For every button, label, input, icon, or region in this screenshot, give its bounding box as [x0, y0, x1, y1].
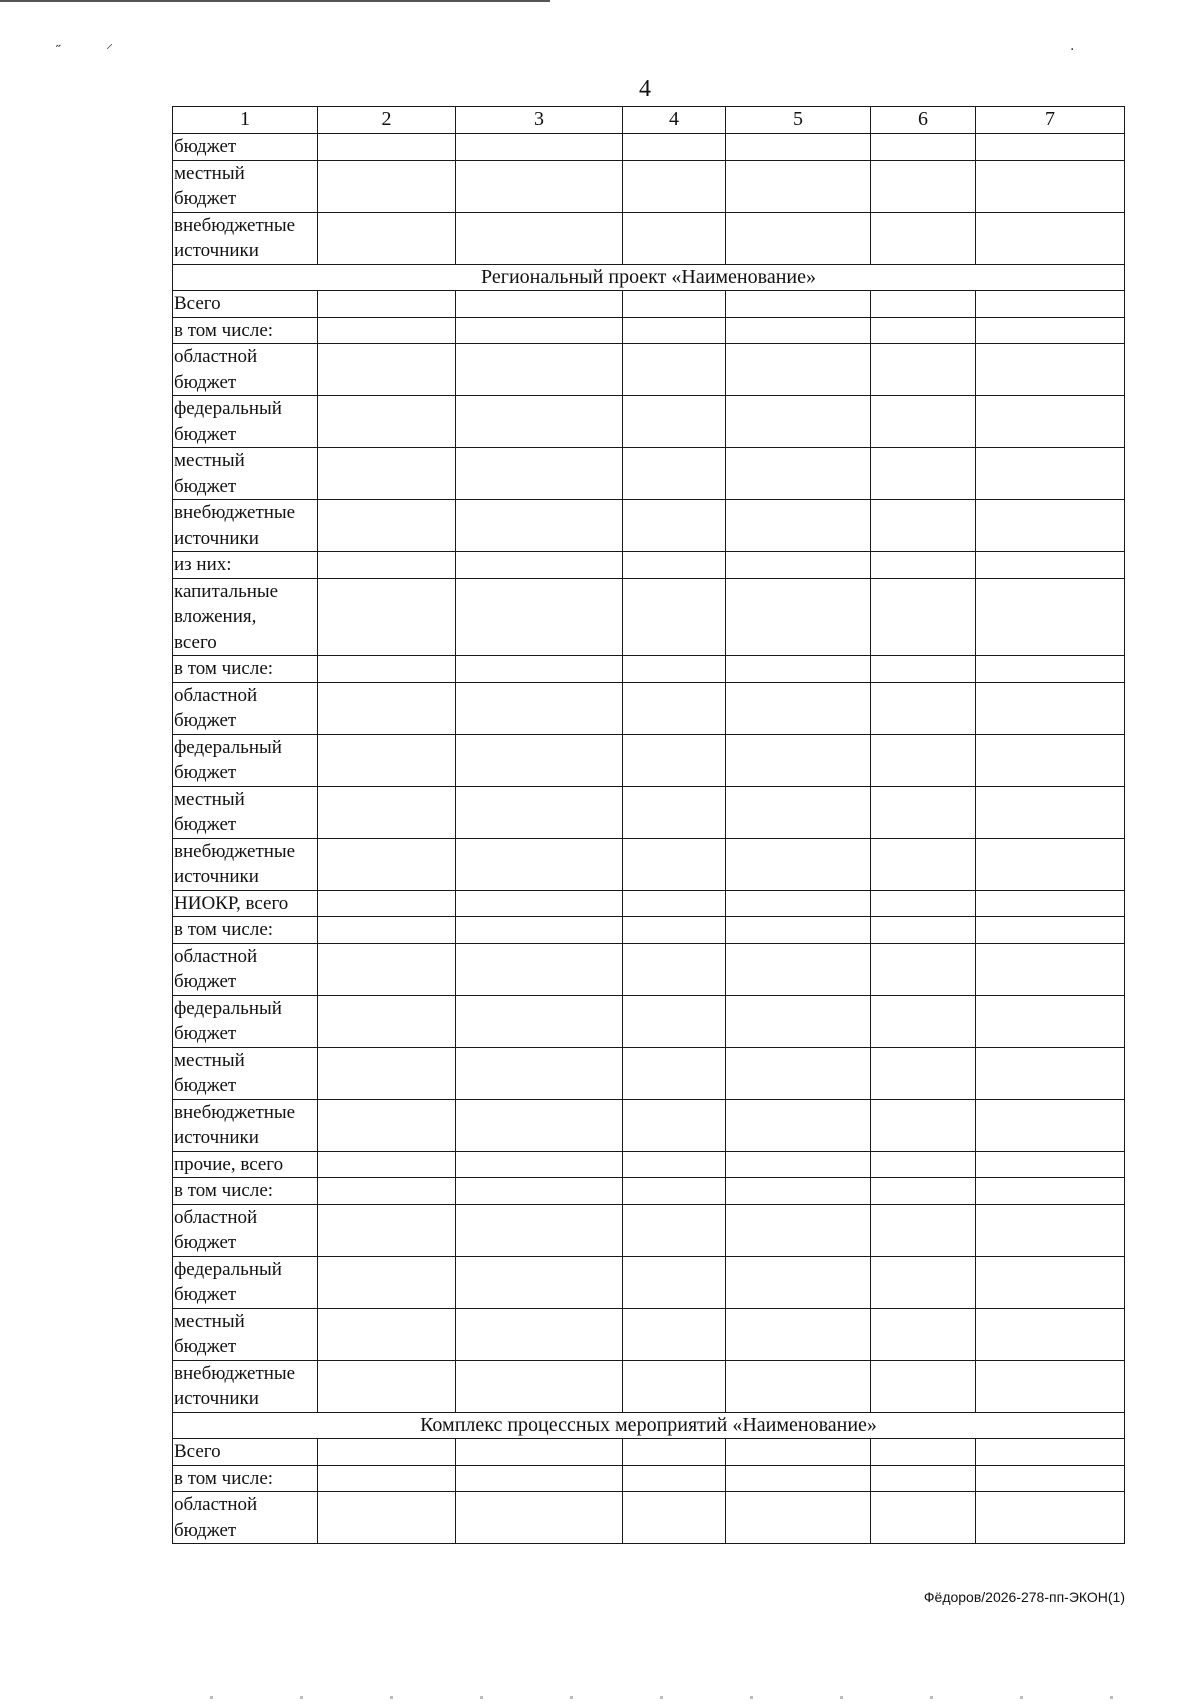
table-cell — [871, 344, 976, 396]
table-cell — [726, 1465, 871, 1492]
table-cell — [976, 734, 1125, 786]
table-cell — [871, 682, 976, 734]
table-cell — [871, 734, 976, 786]
table-cell — [976, 838, 1125, 890]
table-cell — [318, 1099, 456, 1151]
table-body — [173, 107, 1125, 1544]
row-label: прочие, всего — [173, 1151, 318, 1178]
table-row — [173, 1256, 1125, 1308]
table-cell — [726, 448, 871, 500]
table-row — [173, 291, 1125, 318]
table-cell — [623, 786, 726, 838]
table-cell — [623, 995, 726, 1047]
table-cell — [726, 943, 871, 995]
table-cell — [976, 1360, 1125, 1412]
table-cell — [871, 500, 976, 552]
table-cell — [871, 1439, 976, 1466]
column-header: 2 — [318, 107, 456, 134]
section-title: Региональный проект «Наименование» — [173, 264, 1125, 291]
table-cell — [726, 578, 871, 656]
table-cell — [871, 448, 976, 500]
row-label: федеральный бюджет — [173, 396, 318, 448]
table-cell — [871, 291, 976, 318]
row-label: в том числе: — [173, 1178, 318, 1205]
table-cell — [318, 448, 456, 500]
table-cell — [623, 734, 726, 786]
table-cell — [976, 1439, 1125, 1466]
scan-speck: ˶ — [56, 37, 61, 53]
table-cell — [623, 552, 726, 579]
table-cell — [623, 656, 726, 683]
table-cell — [976, 917, 1125, 944]
table-cell — [623, 134, 726, 161]
table-cell — [871, 1465, 976, 1492]
table-row — [173, 1151, 1125, 1178]
table-row — [173, 500, 1125, 552]
row-label: в том числе: — [173, 1465, 318, 1492]
row-label: капитальные вложения, всего — [173, 578, 318, 656]
row-label: областной бюджет — [173, 344, 318, 396]
table-cell — [456, 291, 623, 318]
table-cell — [871, 890, 976, 917]
table-row — [173, 1360, 1125, 1412]
table-cell — [623, 500, 726, 552]
table-cell — [456, 890, 623, 917]
table-cell — [318, 1439, 456, 1466]
table-cell — [623, 1256, 726, 1308]
table-cell — [456, 552, 623, 579]
table-cell — [726, 212, 871, 264]
table-cell — [456, 396, 623, 448]
table-cell — [456, 1439, 623, 1466]
table-cell — [976, 1178, 1125, 1205]
row-label: в том числе: — [173, 317, 318, 344]
table-cell — [318, 917, 456, 944]
table-row — [173, 212, 1125, 264]
table-cell — [871, 656, 976, 683]
table-row — [173, 943, 1125, 995]
table-cell — [623, 943, 726, 995]
table-cell — [456, 134, 623, 161]
table-cell — [976, 1204, 1125, 1256]
table-cell — [871, 1256, 976, 1308]
table-cell — [456, 786, 623, 838]
table-cell — [871, 552, 976, 579]
document-reference: Фёдоров/2026-278-пп-ЭКОН(1) — [923, 1589, 1125, 1605]
scan-speck: · — [1070, 42, 1075, 58]
table-cell — [976, 500, 1125, 552]
table-cell — [976, 317, 1125, 344]
section-header-row — [173, 264, 1125, 291]
table-cell — [726, 1099, 871, 1151]
table-cell — [623, 1439, 726, 1466]
table-row — [173, 160, 1125, 212]
table-row — [173, 1204, 1125, 1256]
table-cell — [318, 1047, 456, 1099]
table-cell — [623, 396, 726, 448]
table-cell — [318, 578, 456, 656]
table-cell — [871, 943, 976, 995]
table-row — [173, 1099, 1125, 1151]
table-cell — [726, 734, 871, 786]
table-cell — [456, 917, 623, 944]
table-cell — [726, 838, 871, 890]
scan-speck: ⸝ — [106, 36, 113, 52]
table-cell — [726, 1439, 871, 1466]
table-cell — [623, 212, 726, 264]
table-cell — [456, 1308, 623, 1360]
table-cell — [976, 786, 1125, 838]
table-cell — [623, 917, 726, 944]
row-label: внебюджетные источники — [173, 1360, 318, 1412]
table-cell — [726, 1308, 871, 1360]
table-row — [173, 134, 1125, 161]
table-cell — [976, 1047, 1125, 1099]
table-cell — [976, 656, 1125, 683]
table-cell — [318, 552, 456, 579]
table-cell — [456, 1465, 623, 1492]
row-label: областной бюджет — [173, 682, 318, 734]
table-cell — [871, 1492, 976, 1544]
table-cell — [871, 1308, 976, 1360]
table-cell — [976, 291, 1125, 318]
table-cell — [623, 1360, 726, 1412]
table-cell — [871, 212, 976, 264]
table-cell — [976, 160, 1125, 212]
row-label: местный бюджет — [173, 1047, 318, 1099]
table-cell — [318, 656, 456, 683]
table-cell — [456, 212, 623, 264]
row-label: областной бюджет — [173, 1204, 318, 1256]
table-cell — [976, 890, 1125, 917]
table-cell — [871, 578, 976, 656]
row-label: внебюджетные источники — [173, 1099, 318, 1151]
table-cell — [318, 1492, 456, 1544]
table-cell — [976, 396, 1125, 448]
table-cell — [726, 160, 871, 212]
table-cell — [318, 838, 456, 890]
table-cell — [318, 943, 456, 995]
row-label: федеральный бюджет — [173, 1256, 318, 1308]
table-cell — [456, 317, 623, 344]
table-cell — [318, 500, 456, 552]
table-cell — [318, 1204, 456, 1256]
table-cell — [456, 656, 623, 683]
table-cell — [318, 396, 456, 448]
table-cell — [871, 1099, 976, 1151]
row-label: внебюджетные источники — [173, 212, 318, 264]
column-header: 1 — [173, 107, 318, 134]
table-row — [173, 344, 1125, 396]
table-cell — [456, 1360, 623, 1412]
row-label: местный бюджет — [173, 160, 318, 212]
table-cell — [623, 291, 726, 318]
table-cell — [318, 682, 456, 734]
table-row — [173, 917, 1125, 944]
table-cell — [456, 1151, 623, 1178]
table-cell — [726, 1047, 871, 1099]
table-row — [173, 1178, 1125, 1205]
row-label: областной бюджет — [173, 1492, 318, 1544]
table-cell — [871, 1204, 976, 1256]
column-header-row — [173, 107, 1125, 134]
table-cell — [318, 1360, 456, 1412]
table-cell — [623, 890, 726, 917]
table-row — [173, 1492, 1125, 1544]
table-cell — [726, 344, 871, 396]
table-cell — [623, 317, 726, 344]
table-cell — [623, 1099, 726, 1151]
table-cell — [456, 1047, 623, 1099]
table-cell — [318, 1256, 456, 1308]
table-cell — [976, 1492, 1125, 1544]
table-cell — [871, 317, 976, 344]
table-cell — [623, 1308, 726, 1360]
table-cell — [871, 995, 976, 1047]
table-row — [173, 1439, 1125, 1466]
table-row — [173, 682, 1125, 734]
table-row — [173, 317, 1125, 344]
table-cell — [623, 1151, 726, 1178]
table-row — [173, 578, 1125, 656]
table-cell — [318, 734, 456, 786]
table-cell — [456, 1256, 623, 1308]
column-header: 5 — [726, 107, 871, 134]
table-cell — [318, 1178, 456, 1205]
table-cell — [726, 1204, 871, 1256]
column-header: 7 — [976, 107, 1125, 134]
row-label: в том числе: — [173, 917, 318, 944]
table-cell — [726, 682, 871, 734]
table-cell — [456, 838, 623, 890]
table-cell — [456, 734, 623, 786]
table-cell — [623, 344, 726, 396]
section-title: Комплекс процессных мероприятий «Наименование» — [173, 1412, 1125, 1439]
table-cell — [456, 500, 623, 552]
table-cell — [456, 1099, 623, 1151]
table-cell — [726, 552, 871, 579]
table-cell — [318, 1465, 456, 1492]
column-header: 6 — [871, 107, 976, 134]
row-label: внебюджетные источники — [173, 838, 318, 890]
row-label: в том числе: — [173, 656, 318, 683]
table-cell — [726, 291, 871, 318]
row-label: внебюджетные источники — [173, 500, 318, 552]
table-cell — [871, 396, 976, 448]
table-row — [173, 786, 1125, 838]
row-label: бюджет — [173, 134, 318, 161]
table-cell — [976, 212, 1125, 264]
table-cell — [976, 344, 1125, 396]
table-cell — [318, 317, 456, 344]
table-cell — [871, 786, 976, 838]
table-cell — [456, 578, 623, 656]
table-cell — [976, 943, 1125, 995]
table-cell — [726, 317, 871, 344]
table-row — [173, 552, 1125, 579]
scan-bottom-marks — [210, 1696, 1130, 1699]
table-cell — [726, 995, 871, 1047]
table-cell — [976, 552, 1125, 579]
table-cell — [871, 134, 976, 161]
table-cell — [726, 917, 871, 944]
table-cell — [623, 838, 726, 890]
table-cell — [976, 995, 1125, 1047]
table-cell — [871, 838, 976, 890]
column-header: 3 — [456, 107, 623, 134]
row-label: областной бюджет — [173, 943, 318, 995]
row-label: местный бюджет — [173, 1308, 318, 1360]
table-cell — [726, 786, 871, 838]
table-cell — [871, 1151, 976, 1178]
table-cell — [623, 448, 726, 500]
table-cell — [456, 995, 623, 1047]
page-number: 4 — [639, 76, 651, 102]
table-row — [173, 890, 1125, 917]
budget-table — [172, 106, 1125, 1544]
table-row — [173, 448, 1125, 500]
table-cell — [456, 1492, 623, 1544]
row-label: НИОКР, всего — [173, 890, 318, 917]
table-row — [173, 838, 1125, 890]
table-cell — [976, 134, 1125, 161]
table-cell — [976, 578, 1125, 656]
row-label: Всего — [173, 1439, 318, 1466]
table-cell — [456, 943, 623, 995]
table-cell — [871, 1360, 976, 1412]
table-cell — [726, 890, 871, 917]
table-cell — [456, 1204, 623, 1256]
table-row — [173, 995, 1125, 1047]
table-cell — [726, 1151, 871, 1178]
table-cell — [318, 160, 456, 212]
table-cell — [976, 1151, 1125, 1178]
table-cell — [976, 1256, 1125, 1308]
table-cell — [976, 1099, 1125, 1151]
table-cell — [726, 1178, 871, 1205]
column-header: 4 — [623, 107, 726, 134]
table-cell — [726, 656, 871, 683]
table-cell — [623, 578, 726, 656]
table-cell — [726, 134, 871, 161]
table-cell — [726, 500, 871, 552]
table-cell — [623, 682, 726, 734]
table-cell — [456, 448, 623, 500]
section-header-row — [173, 1412, 1125, 1439]
table-cell — [871, 1047, 976, 1099]
table-cell — [456, 160, 623, 212]
table-cell — [726, 1360, 871, 1412]
table-cell — [976, 1465, 1125, 1492]
table-row — [173, 734, 1125, 786]
row-label: Всего — [173, 291, 318, 318]
table-cell — [623, 160, 726, 212]
table-cell — [726, 1256, 871, 1308]
table-cell — [623, 1465, 726, 1492]
row-label: из них: — [173, 552, 318, 579]
table-cell — [318, 134, 456, 161]
table-cell — [318, 890, 456, 917]
table-cell — [871, 160, 976, 212]
table-cell — [456, 1178, 623, 1205]
row-label: федеральный бюджет — [173, 995, 318, 1047]
table-cell — [318, 995, 456, 1047]
table-cell — [623, 1492, 726, 1544]
table-cell — [318, 1308, 456, 1360]
scan-edge-line — [0, 0, 550, 2]
table-cell — [976, 682, 1125, 734]
table-cell — [318, 212, 456, 264]
table-row — [173, 656, 1125, 683]
table-cell — [871, 1178, 976, 1205]
table-cell — [456, 344, 623, 396]
table-cell — [623, 1178, 726, 1205]
table-cell — [726, 1492, 871, 1544]
row-label: местный бюджет — [173, 448, 318, 500]
table-cell — [318, 786, 456, 838]
table-cell — [318, 344, 456, 396]
table-row — [173, 1465, 1125, 1492]
table-cell — [623, 1204, 726, 1256]
row-label: федеральный бюджет — [173, 734, 318, 786]
table-cell — [623, 1047, 726, 1099]
table-cell — [318, 1151, 456, 1178]
table-cell — [976, 1308, 1125, 1360]
table-cell — [318, 291, 456, 318]
table-cell — [726, 396, 871, 448]
table-row — [173, 396, 1125, 448]
table-cell — [976, 448, 1125, 500]
table-cell — [456, 682, 623, 734]
table-row — [173, 1308, 1125, 1360]
row-label: местный бюджет — [173, 786, 318, 838]
table-cell — [871, 917, 976, 944]
table-row — [173, 1047, 1125, 1099]
